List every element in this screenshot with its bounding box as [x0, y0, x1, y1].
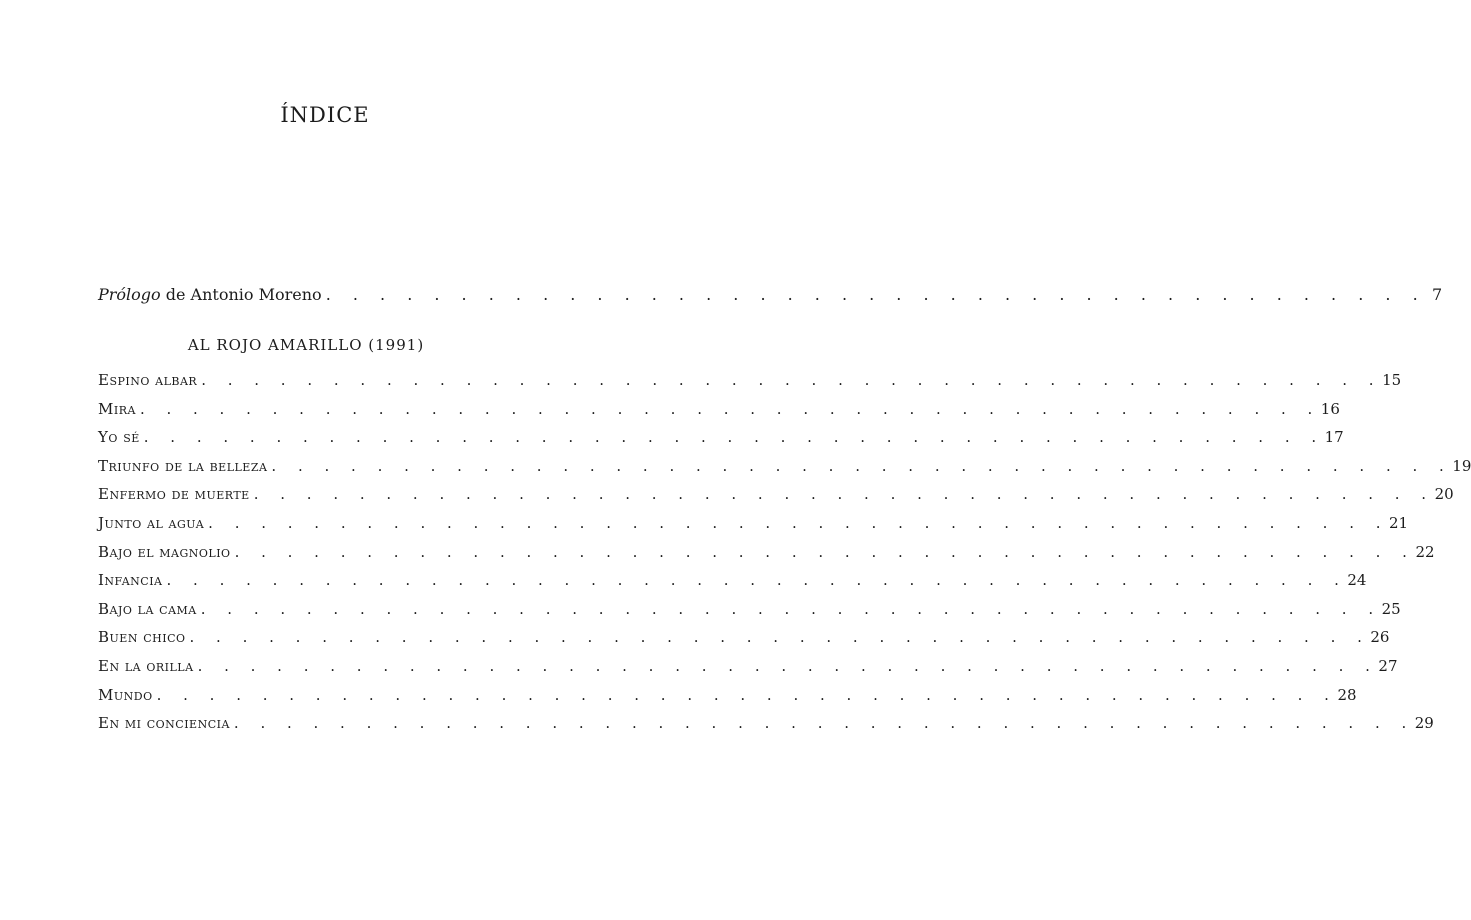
- toc-entry[interactable]: [98, 599, 1401, 619]
- section-heading: AL ROJO AMARILLO (1991): [187, 336, 425, 354]
- toc-page-number: 19: [1452, 456, 1471, 475]
- prologue-author: de Antonio Moreno: [160, 285, 322, 304]
- prologue-italic: Prólogo: [98, 285, 161, 304]
- toc-page-number: 20: [1434, 485, 1454, 504]
- dot-leader: . . . . . . . . . . . . . . . . . . . . . . . . . . . . . . . . . . . . . . . . . . . . .: [253, 485, 1435, 504]
- dot-leader: . . . . . . . . . . . . . . . . . . . . . . . . . . . . . . . . . . . . . . . . . . . . .: [189, 628, 1371, 647]
- toc-entry[interactable]: [98, 713, 1434, 733]
- toc-entry-label: Espino albar: [98, 371, 198, 389]
- dot-leader: . . . . . . . . . . . . . . . . . . . . . . . . . . . . . . . . . . . . . . . . . . . . .: [201, 371, 1383, 389]
- dot-leader: . . . . . . . . . . . . . . . . . . . . . . . . . . . . . . . . . . . . . . . . . . . . .: [143, 428, 1325, 447]
- toc-page-number: 25: [1381, 599, 1401, 618]
- toc-entry[interactable]: [98, 656, 1398, 676]
- toc-entry-label: Junto al agua: [98, 514, 205, 532]
- toc-entry-label: Bajo el magnolio: [98, 542, 231, 561]
- toc-entry-label: Yo sé: [98, 428, 140, 447]
- toc-page-number: 24: [1347, 571, 1367, 590]
- dot-leader: . . . . . . . . . . . . . . . . . . . . . . . . . . . . . . . . . . . . . . . . . . . . .: [197, 657, 1379, 675]
- toc-entry[interactable]: [98, 370, 1402, 390]
- toc-entry[interactable]: [98, 627, 1390, 647]
- toc-entry[interactable]: [98, 685, 1357, 705]
- toc-entry[interactable]: [98, 484, 1454, 504]
- page-title: ÍNDICE: [280, 103, 370, 127]
- toc-entry-label: [98, 285, 322, 305]
- toc-page-number: 7: [1431, 285, 1443, 304]
- toc-entry-label: Enfermo de muerte: [98, 485, 250, 504]
- toc-page-number: 21: [1389, 514, 1409, 532]
- dot-leader: . . . . . . . . . . . . . . . . . . . . . . . . . . . . . . . . . . . . . . . . . . . . .: [271, 456, 1453, 475]
- toc-entry-prologue[interactable]: [98, 285, 1443, 305]
- toc-page-number: 29: [1414, 714, 1434, 733]
- toc-page-number: 27: [1378, 657, 1398, 675]
- toc-page-number: 17: [1324, 428, 1344, 447]
- toc-page-number: 15: [1382, 371, 1402, 389]
- toc-entry-label: Triunfo de la belleza: [98, 456, 268, 475]
- dot-leader: . . . . . . . . . . . . . . . . . . . . . . . . . . . . . . . . . . . . . . . . . . . . .: [200, 599, 1382, 618]
- toc-page-number: 26: [1370, 628, 1390, 647]
- toc-page-number: 28: [1337, 685, 1357, 704]
- dot-leader: . . . . . . . . . . . . . . . . . . . . . . . . . . . . . . . . . . . . . . . . . . . . .: [156, 685, 1338, 704]
- toc-entry-label: Mira: [98, 399, 136, 418]
- dot-leader: . . . . . . . . . . . . . . . . . . . . . . . . . . . . . . . . . . . . . . . . . . . . .: [234, 542, 1416, 561]
- toc-entry[interactable]: [98, 399, 1340, 419]
- dot-leader: . . . . . . . . . . . . . . . . . . . . . . . . . . . . . . . . . . . . . . . . . . . . .: [166, 571, 1348, 590]
- toc-entry-label: Bajo la cama: [98, 599, 197, 618]
- toc-entry[interactable]: [98, 427, 1344, 447]
- toc-entry-label: En mi conciencia: [98, 714, 230, 733]
- dot-leader: . . . . . . . . . . . . . . . . . . . . . . . . . . . . . . . . . . . . . . . . . . . . .: [233, 714, 1415, 733]
- toc-page-number: 16: [1320, 399, 1340, 418]
- toc-page-number: 22: [1415, 542, 1435, 561]
- dot-leader: . . . . . . . . . . . . . . . . . . . . . . . . . . . . . . . . . . . . . . . . . . . . .: [208, 514, 1390, 532]
- toc-entry-label: En la orilla: [98, 657, 194, 675]
- toc-entry-label: Infancia: [98, 571, 163, 590]
- toc-entry-label: Mundo: [98, 685, 153, 704]
- dot-leader: . . . . . . . . . . . . . . . . . . . . . . . . . . . . . . . . . . . . . . . . . . . . .: [139, 399, 1321, 418]
- toc-entry-label: Buen chico: [98, 628, 186, 647]
- dot-leader: . . . . . . . . . . . . . . . . . . . . . . . . . . . . . . . . . . . . . . . . .: [325, 285, 1427, 304]
- toc-entry[interactable]: [98, 456, 1471, 476]
- toc-entry[interactable]: [98, 570, 1367, 590]
- toc-entry[interactable]: [98, 542, 1435, 562]
- toc-entry[interactable]: [98, 513, 1409, 533]
